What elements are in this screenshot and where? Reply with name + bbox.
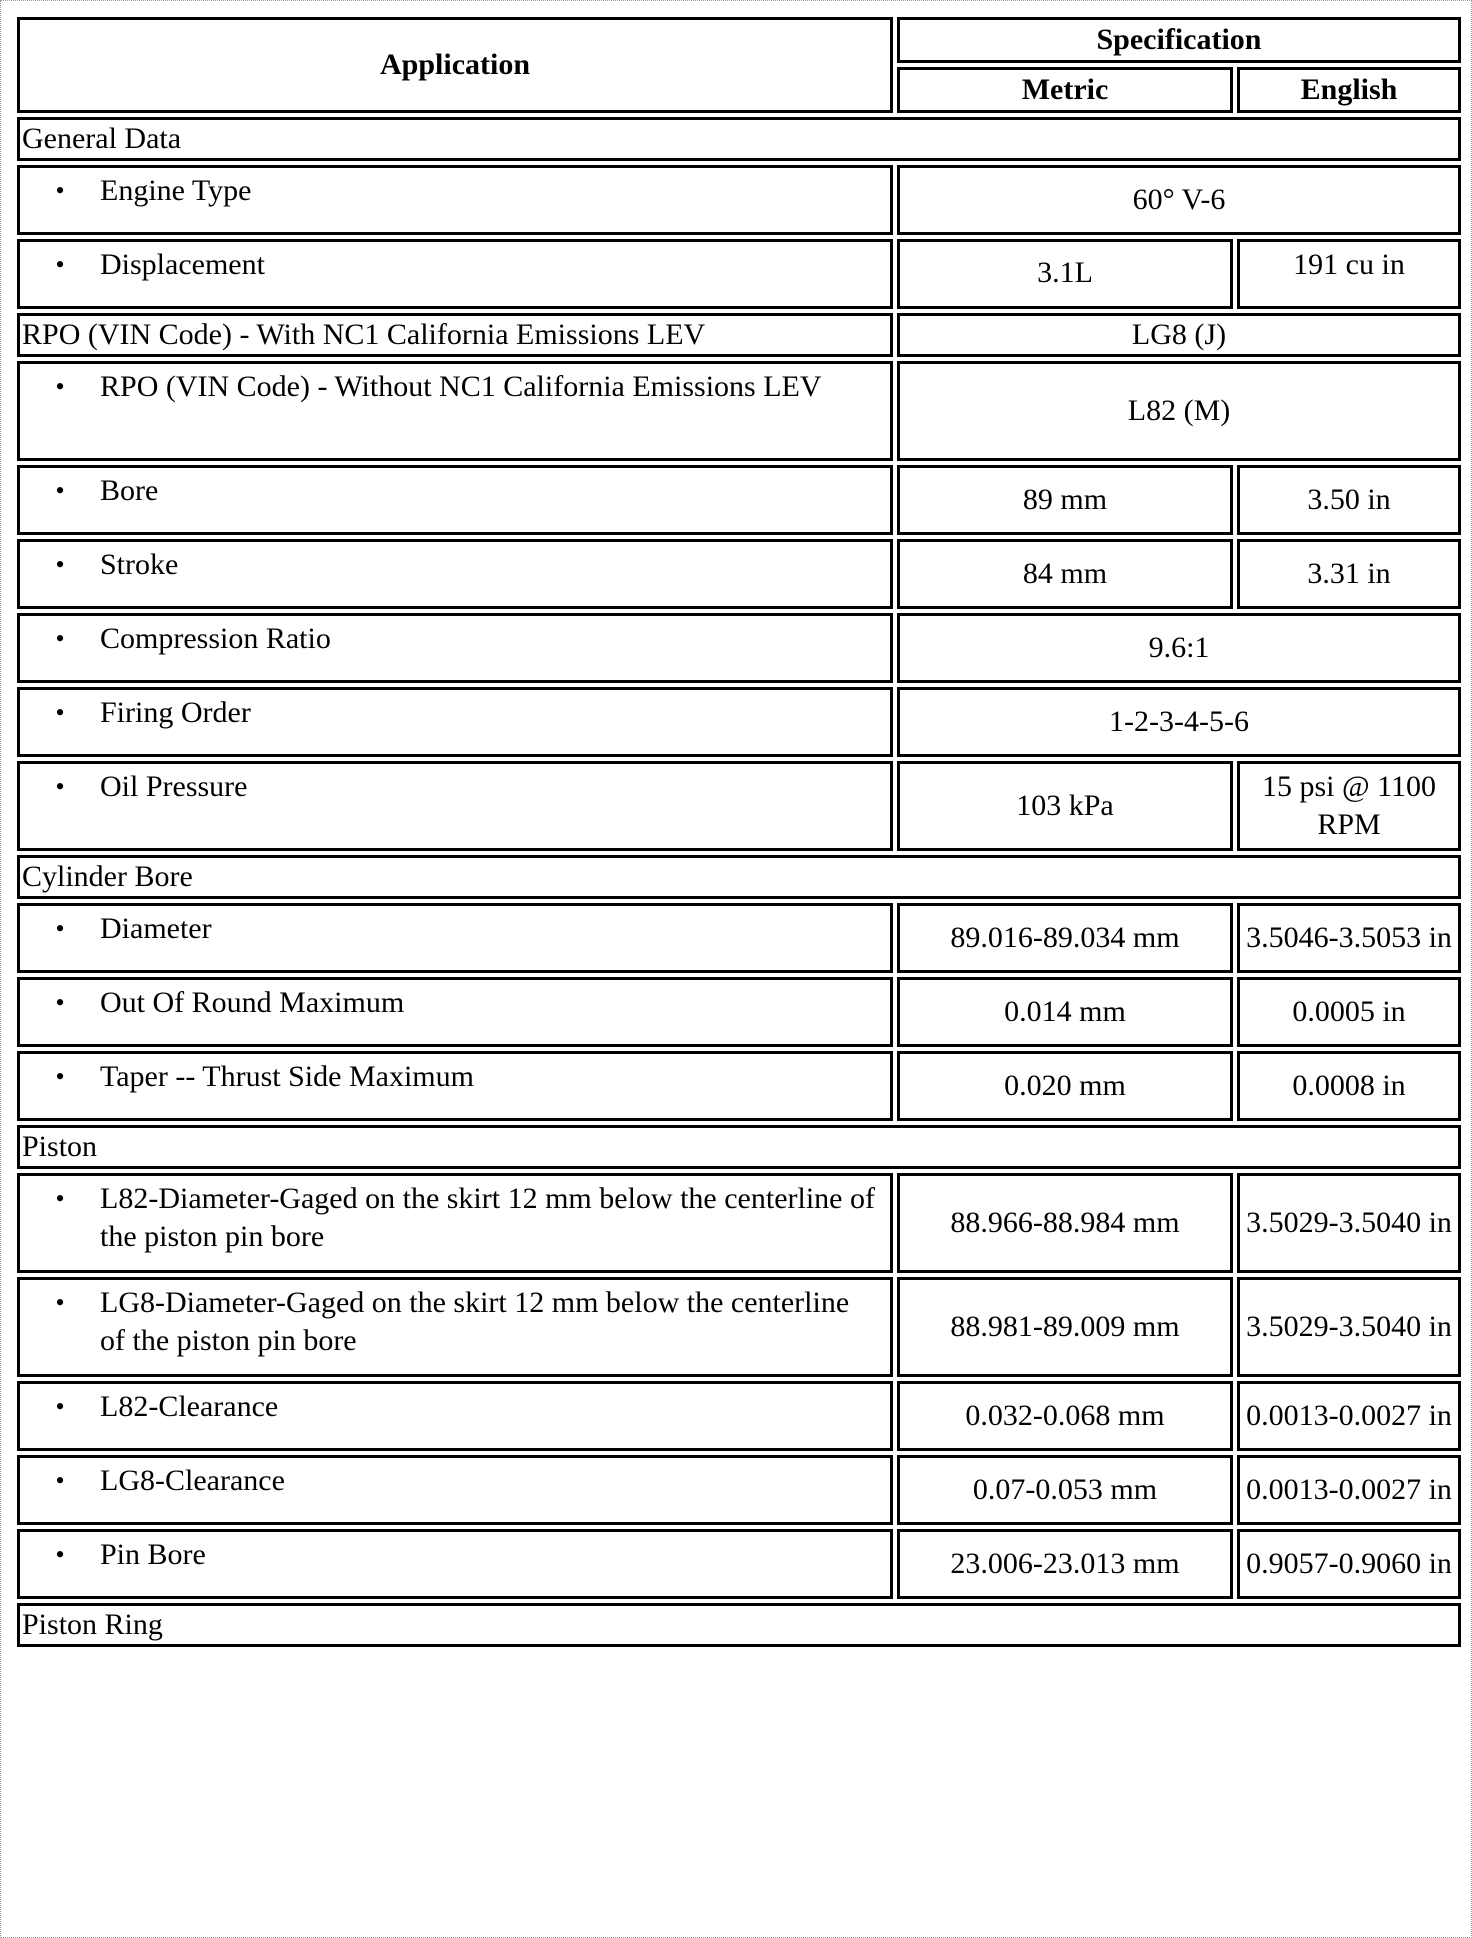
metric-value: 0.020 mm (897, 1051, 1233, 1121)
metric-value: 84 mm (897, 539, 1233, 609)
bullet-icon: • (55, 176, 65, 205)
metric-value: 0.07-0.053 mm (897, 1455, 1233, 1525)
english-value: 0.0013-0.0027 in (1237, 1381, 1461, 1451)
spec-label: Compression Ratio (100, 622, 331, 655)
table-row (17, 1277, 1461, 1377)
bullet-icon: • (55, 250, 65, 279)
table-row (17, 361, 1461, 461)
spec-label: Displacement (100, 248, 265, 281)
spec-label-cell (17, 1277, 893, 1377)
section-piston-ring: Piston Ring (17, 1603, 1461, 1647)
bullet-icon: • (55, 914, 65, 943)
spec-label: L82-Diameter-Gaged on the skirt 12 mm below the centerline of the piston pin bore (100, 1182, 875, 1253)
spec-value: L82 (M) (897, 361, 1461, 461)
bullet-icon: • (55, 476, 65, 505)
english-header: English (1237, 67, 1461, 113)
spec-label-cell (17, 239, 893, 309)
bullet-icon: • (55, 988, 65, 1017)
spec-label: Bore (100, 474, 159, 507)
table-row (17, 1455, 1461, 1525)
spec-label: Stroke (100, 548, 179, 581)
spec-label-cell (17, 613, 893, 683)
bullet-icon: • (55, 624, 65, 653)
english-value: 0.0008 in (1237, 1051, 1461, 1121)
metric-value: 103 kPa (897, 761, 1233, 851)
english-value: 3.31 in (1237, 539, 1461, 609)
spec-label: Taper -- Thrust Side Maximum (100, 1060, 474, 1093)
table-row (17, 903, 1461, 973)
spec-label-cell (17, 1529, 893, 1599)
english-value: 3.50 in (1237, 465, 1461, 535)
spec-label-cell (17, 1173, 893, 1273)
bullet-icon: • (55, 1392, 65, 1421)
bullet-icon: • (55, 1184, 65, 1213)
table-row (17, 313, 1461, 357)
spec-label: Firing Order (100, 696, 251, 729)
header-row (17, 17, 1461, 63)
english-value: 0.9057-0.9060 in (1237, 1529, 1461, 1599)
table-row (17, 239, 1461, 309)
spec-label: LG8-Clearance (100, 1464, 285, 1497)
metric-value: 0.032-0.068 mm (897, 1381, 1233, 1451)
spec-label: LG8-Diameter-Gaged on the skirt 12 mm below the centerline of the piston pin bore (100, 1286, 850, 1357)
spec-value: LG8 (J) (897, 313, 1461, 357)
spec-label-cell (17, 1381, 893, 1451)
section-row (17, 117, 1461, 161)
english-value: 3.5029-3.5040 in (1237, 1173, 1461, 1273)
spec-label-cell (17, 1051, 893, 1121)
spec-label-cell (17, 1455, 893, 1525)
section-row (17, 855, 1461, 899)
table-row (17, 1051, 1461, 1121)
section-cylinder-bore: Cylinder Bore (17, 855, 1461, 899)
metric-value: 89 mm (897, 465, 1233, 535)
bullet-icon: • (55, 550, 65, 579)
spec-label: Engine Type (100, 174, 252, 207)
section-general-data: General Data (17, 117, 1461, 161)
table-row (17, 539, 1461, 609)
spec-label: L82-Clearance (100, 1390, 279, 1423)
spec-label-cell (17, 977, 893, 1047)
english-value: 15 psi @ 1100 RPM (1237, 761, 1461, 851)
spec-label: Pin Bore (100, 1538, 206, 1571)
bullet-icon: • (55, 372, 65, 401)
metric-value: 23.006-23.013 mm (897, 1529, 1233, 1599)
english-value: 3.5046-3.5053 in (1237, 903, 1461, 973)
metric-header: Metric (897, 67, 1233, 113)
spec-value: 60° V-6 (897, 165, 1461, 235)
bullet-icon: • (55, 698, 65, 727)
table-row (17, 1381, 1461, 1451)
table-row (17, 613, 1461, 683)
spec-value: 1-2-3-4-5-6 (897, 687, 1461, 757)
bullet-icon: • (55, 1062, 65, 1091)
metric-value: 0.014 mm (897, 977, 1233, 1047)
bullet-icon: • (55, 1288, 65, 1317)
section-piston: Piston (17, 1125, 1461, 1169)
application-header: Application (17, 17, 893, 113)
section-row (17, 1603, 1461, 1647)
spec-label: Diameter (100, 912, 212, 945)
english-value: 3.5029-3.5040 in (1237, 1277, 1461, 1377)
spec-label-cell (17, 761, 893, 851)
bullet-icon: • (55, 1540, 65, 1569)
spec-label-cell (17, 465, 893, 535)
english-value: 0.0005 in (1237, 977, 1461, 1047)
spec-label-cell (17, 687, 893, 757)
table-row (17, 1529, 1461, 1599)
table-row (17, 687, 1461, 757)
engine-spec-table (13, 13, 1465, 1651)
english-value: 0.0013-0.0027 in (1237, 1455, 1461, 1525)
metric-value: 88.966-88.984 mm (897, 1173, 1233, 1273)
spec-label-cell: RPO (VIN Code) - With NC1 California Emissions LEV (17, 313, 893, 357)
spec-label-cell (17, 903, 893, 973)
table-row (17, 1173, 1461, 1273)
metric-value: 88.981-89.009 mm (897, 1277, 1233, 1377)
metric-value: 3.1L (897, 239, 1233, 309)
bullet-icon: • (55, 1466, 65, 1495)
section-row (17, 1125, 1461, 1169)
spec-label: Oil Pressure (100, 770, 248, 803)
table-row (17, 165, 1461, 235)
spec-label-cell (17, 165, 893, 235)
spec-label: Out Of Round Maximum (100, 986, 405, 1019)
specification-header: Specification (897, 17, 1461, 63)
metric-value: 89.016-89.034 mm (897, 903, 1233, 973)
spec-value: 9.6:1 (897, 613, 1461, 683)
english-value: 191 cu in (1237, 239, 1461, 309)
bullet-icon: • (55, 772, 65, 801)
table-row (17, 761, 1461, 851)
table-row (17, 465, 1461, 535)
spec-label-cell (17, 539, 893, 609)
spec-label-cell (17, 361, 893, 461)
spec-label: RPO (VIN Code) - Without NC1 California Emissions LEV (100, 370, 822, 403)
table-row (17, 977, 1461, 1047)
